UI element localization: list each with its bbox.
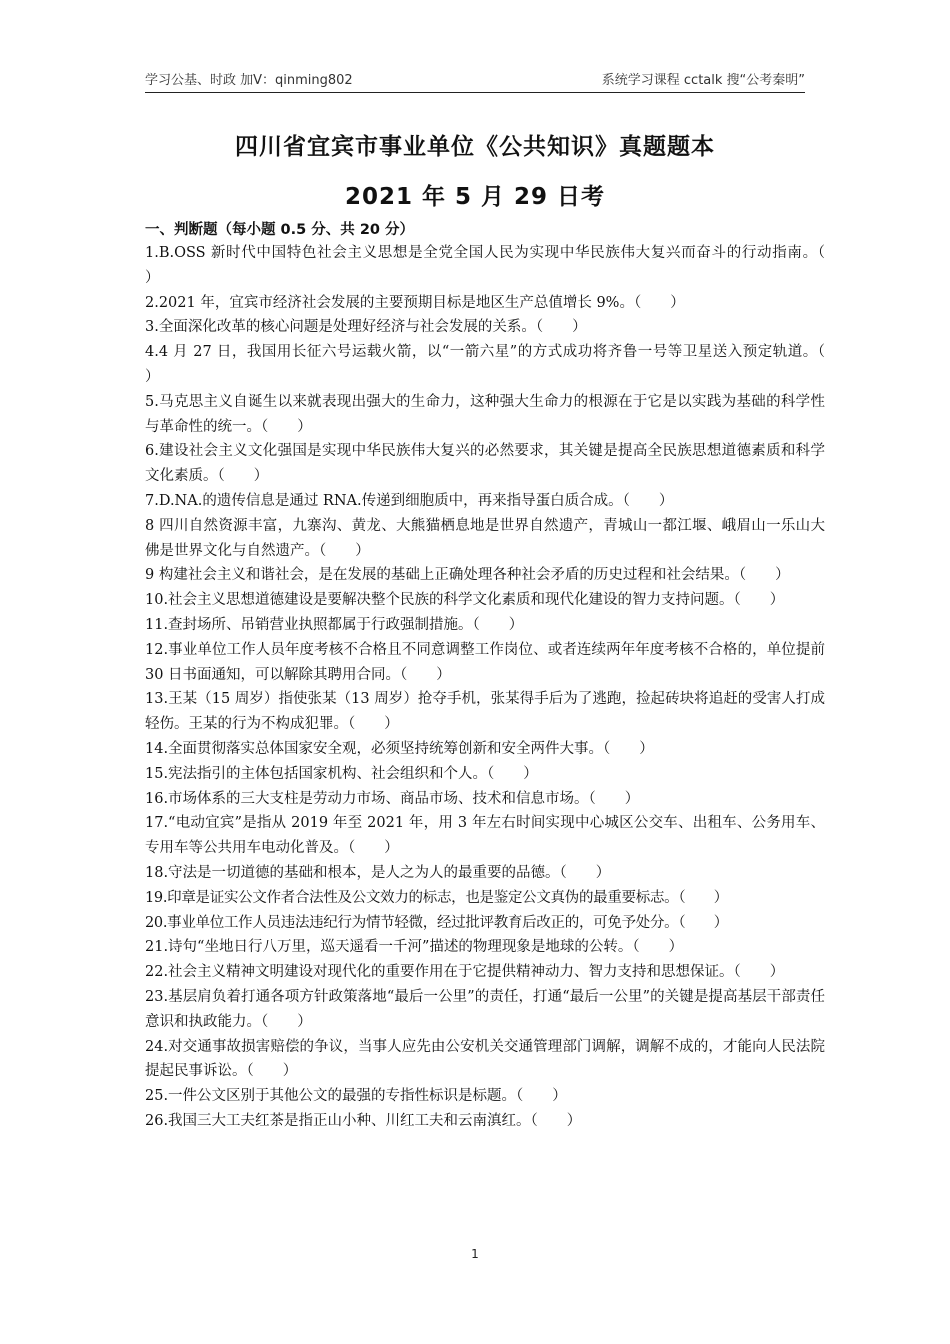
question-item: 2.2021 年，宜宾市经济社会发展的主要预期目标是地区生产总值增长 9%。（ ） [145, 294, 685, 311]
exam-date-title: 2021 年 5 月 29 日考 [344, 184, 606, 210]
question-item: 7.D.NA.的遗传信息是通过 RNA.传递到细胞质中，再来指导蛋白质合成。（ ） [145, 492, 674, 509]
question-item: 12.事业单位工作人员年度考核不合格且不同意调整工作岗位、或者连续两年年度考核不合格的，单位提前 30 日书面通知，可以解除其聘用合同。（ ） [145, 641, 825, 683]
page-number: 1 [471, 1247, 479, 1261]
question-item: 9 构建社会主义和谐社会，是在发展的基础上正确处理各种社会矛盾的历史过程和社会结果。（ ） [145, 567, 790, 584]
question-item: 18.守法是一切道德的基础和根本，是人之为人的最重要的品德。（ ） [145, 864, 611, 881]
question-item: 1.B.OSS 新时代中国特色社会主义思想是全党全国人民为实现中华民族伟大复兴而奋斗的行动指南。（ ） [145, 245, 854, 286]
question-item: 25.一件公文区别于其他公文的最强的专指性标识是标题。（ ） [145, 1088, 567, 1105]
question-item: 13.王某（15 周岁）指使张某（13 周岁）抢夺手机，张某得手后为了逃跑，捡起砖块将追赶的受害人打成轻伤。王某的行为不构成犯罪。（ ） [145, 691, 825, 733]
question-item: 19.印章是证实公文作者合法性及公文效力的标志，也是鉴定公文真伪的最重要标志。（ ） [145, 889, 728, 906]
header-right-text: 系统学习课程 cctalk 搜“公考秦明” [601, 73, 805, 88]
question-item: 15.宪法指引的主体包括国家机构、社会组织和个人。（ ） [145, 765, 538, 782]
question-item: 8 四川自然资源丰富，九寨沟、黄龙、大熊猫栖息地是世界自然遗产，青城山一都江堰、峨眉山一乐山大佛是世界文化与自然遗产。（ ） [145, 517, 825, 559]
question-item: 23.基层肩负着打通各项方针政策落地“最后一公里”的责任，打通“最后一公里”的关键是提高基层干部责任意识和执政能力。（ ） [145, 988, 825, 1030]
question-item: 21.诗句“坐地日行八万里，巡天遥看一千河”描述的物理现象是地球的公转。（ ） [145, 939, 684, 956]
question-item: 10.社会主义思想道德建设是要解决整个民族的科学文化素质和现代化建设的智力支持问题。（ ） [145, 592, 785, 609]
section-heading: 一、判断题（每小题 0.5 分、共 20 分） [145, 222, 415, 238]
question-item: 16.市场体系的三大支柱是劳动力市场、商品市场、技术和信息市场。（ ） [145, 790, 640, 807]
question-item: 4.4 月 27 日，我国用长征六号运载火箭，以“一箭六星”的方式成功将齐鲁一号等卫星送入预定轨道。（ ） [145, 344, 854, 385]
question-item: 11.查封场所、吊销营业执照都属于行政强制措施。（ ） [145, 616, 524, 633]
question-item: 17.“电动宜宾”是指从 2019 年至 2021 年，用 3 年左右时间实现中心城区公交车、出租车、公务用车、专用车等公共用车电动化普及。（ ） [145, 815, 825, 857]
question-item: 3.全面深化改革的核心问题是处理好经济与社会发展的关系。（ ） [145, 319, 587, 336]
question-item: 5.马克思主义自诞生以来就表现出强大的生命力，这种强大生命力的根源在于它是以实践为基础的科学性与革命性的统一。（ ） [145, 393, 825, 435]
question-item: 6.建设社会主义文化强国是实现中华民族伟大复兴的必然要求，其关键是提高全民族思想道德素质和科学文化素质。（ ） [145, 443, 825, 485]
question-item: 22.社会主义精神文明建设对现代化的重要作用在于它提供精神动力、智力支持和思想保证。（ ） [145, 964, 785, 981]
question-list [145, 241, 854, 1134]
question-item: 24.对交通事故损害赔偿的争议，当事人应先由公安机关交通管理部门调解，调解不成的，才能向人民法院提起民事诉讼。（ ） [145, 1038, 825, 1080]
page-header [145, 66, 805, 93]
question-item: 26.我国三大工夫红茶是指正山小种、川红工夫和云南滇红。（ ） [145, 1112, 582, 1129]
header-left-text: 学习公基、时政 加V：qinming802 [145, 73, 353, 88]
document-title: 四川省宜宾市事业单位《公共知识》真题题本 [235, 134, 715, 160]
question-item: 20.事业单位工作人员违法违纪行为情节轻微，经过批评教育后改正的，可免予处分。（ ） [145, 914, 728, 931]
question-item: 14.全面贯彻落实总体国家安全观，必须坚持统筹创新和安全两件大事。（ ） [145, 740, 654, 757]
